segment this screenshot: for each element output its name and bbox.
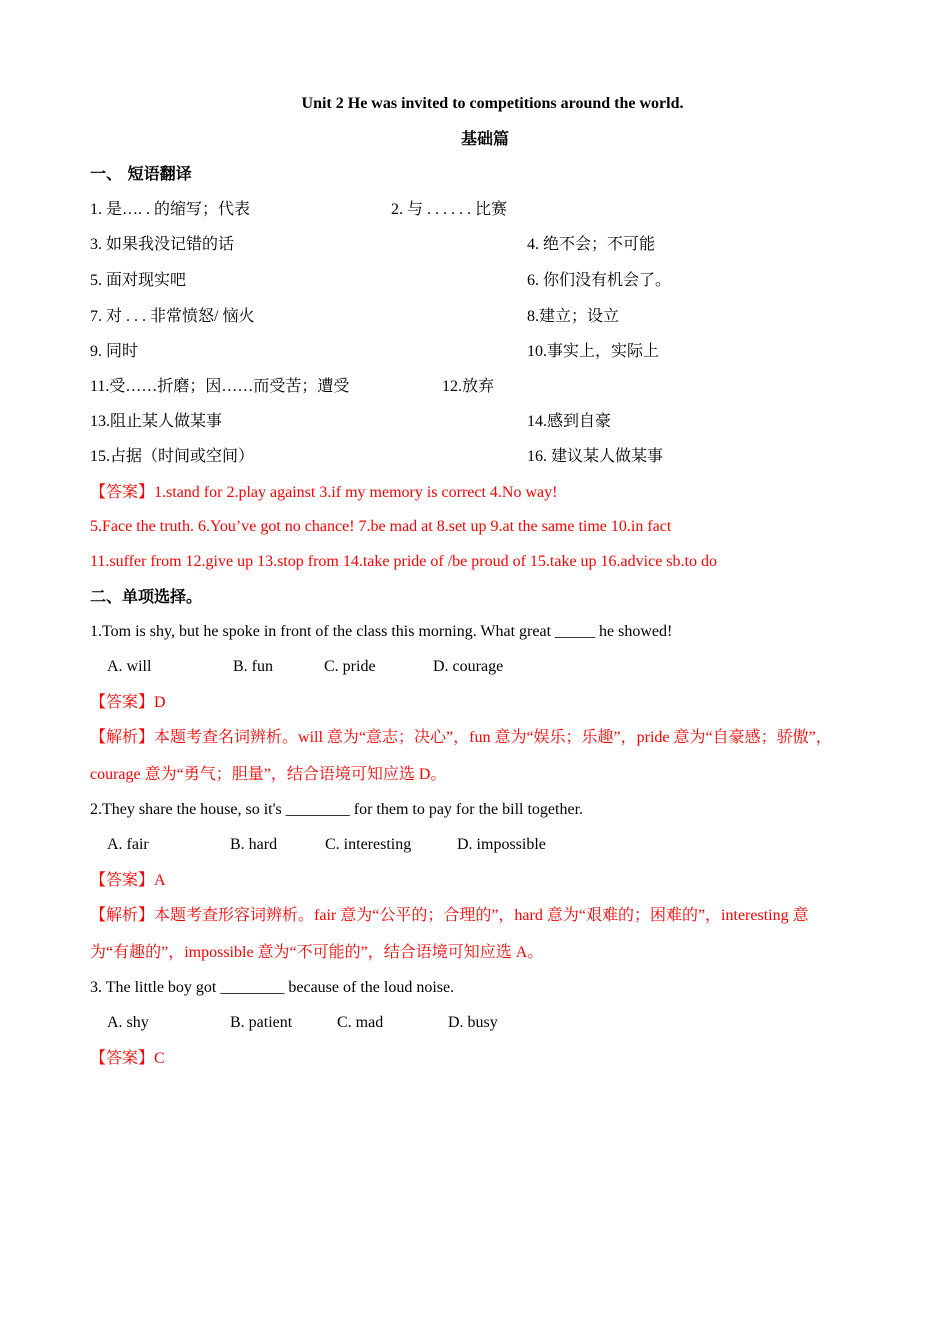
option: A. fair (107, 836, 149, 853)
phrase-item: 15.占据（时间或空间） (90, 448, 255, 465)
option: C. pride (324, 658, 376, 675)
answer-label: 【答案】 (90, 482, 155, 501)
option: B. patient (230, 1014, 293, 1031)
page-title: Unit 2 He was invited to competitions around the world. (301, 95, 684, 112)
option: B. fun (233, 658, 273, 675)
answer-line (90, 482, 557, 503)
question-stem: 1.Tom is shy, but he spoke in front of the class this morning. What great _____ he showed! (90, 623, 673, 640)
analysis-line (90, 727, 832, 748)
answer-line: 11.suffer from 12.give up 13.stop from 14.take pride of /be proud of 15.take up 16.advice sb.to do (90, 553, 717, 570)
phrase-item: 10.事实上，实际上 (527, 343, 660, 360)
answer-line (90, 870, 166, 891)
answer-line: 5.Face the truth. 6.You’ve got no chance! 7.be mad at 8.set up 9.at the same time 10.in fact (90, 518, 672, 535)
option: C. interesting (325, 836, 412, 853)
analysis-line: courage 意为“勇气；胆量”，结合语境可知应选 D。 (90, 766, 447, 783)
analysis-line: 为“有趣的”，impossible 意为“不可能的”，结合语境可知应选 A。 (90, 944, 544, 961)
option: A. shy (107, 1014, 149, 1031)
answer-line (90, 692, 166, 713)
answer-label: 【答案】 (90, 870, 155, 889)
page-subtitle: 基础篇 (460, 129, 509, 148)
section1-heading: 一、 短语翻译 (90, 164, 192, 183)
phrase-item: 13.阻止某人做某事 (90, 413, 223, 430)
question-stem: 2.They share the house, so it's ________ for them to pay for the bill together. (90, 801, 584, 818)
phrase-item: 12.放弃 (442, 378, 495, 395)
phrase-item: 1. 是…. . 的缩写；代表 (90, 201, 251, 218)
phrase-item: 6. 你们没有机会了。 (527, 272, 672, 289)
analysis-text: 本题考查形容词辨析。fair 意为“公平的；合理的”，hard 意为“艰难的；困难的”，interesting 意 (154, 907, 809, 924)
answer-text: C (154, 1050, 165, 1067)
phrase-item: 7. 对 . . . 非常愤怒/ 恼火 (90, 308, 255, 325)
phrase-item: 3. 如果我没记错的话 (90, 236, 235, 253)
analysis-text: 本题考查名词辨析。will 意为“意志；决心”，fun 意为“娱乐；乐趣”，pride 意为“自豪感；骄傲”， (154, 729, 832, 746)
answer-text: A (154, 872, 166, 889)
analysis-line (90, 905, 809, 926)
question-stem: 3. The little boy got ________ because of the loud noise. (90, 979, 455, 996)
option: D. courage (433, 658, 504, 675)
section2-heading: 二、单项选择。 (90, 587, 203, 606)
answer-text: 1.stand for 2.play against 3.if my memory is correct 4.No way! (154, 484, 558, 501)
phrase-item: 9. 同时 (90, 343, 139, 360)
analysis-label: 【解析】 (90, 727, 155, 746)
option: C. mad (337, 1014, 384, 1031)
analysis-label: 【解析】 (90, 905, 155, 924)
answer-text: D (154, 694, 166, 711)
phrase-item: 2. 与 . . . . . . 比赛 (391, 201, 508, 218)
answer-label: 【答案】 (90, 1048, 155, 1067)
answer-label: 【答案】 (90, 692, 155, 711)
phrase-item: 16. 建议某人做某事 (527, 448, 664, 465)
phrase-item: 11.受……折磨；因……而受苦；遭受 (90, 378, 350, 395)
phrase-item: 8.建立；设立 (527, 308, 620, 325)
phrase-item: 5. 面对现实吧 (90, 272, 187, 289)
option: D. impossible (457, 836, 546, 853)
option: A. will (107, 658, 152, 675)
phrase-item: 14.感到自豪 (527, 413, 612, 430)
option: D. busy (448, 1014, 498, 1031)
phrase-item: 4. 绝不会；不可能 (527, 236, 656, 253)
answer-line (90, 1048, 165, 1069)
option: B. hard (230, 836, 278, 853)
